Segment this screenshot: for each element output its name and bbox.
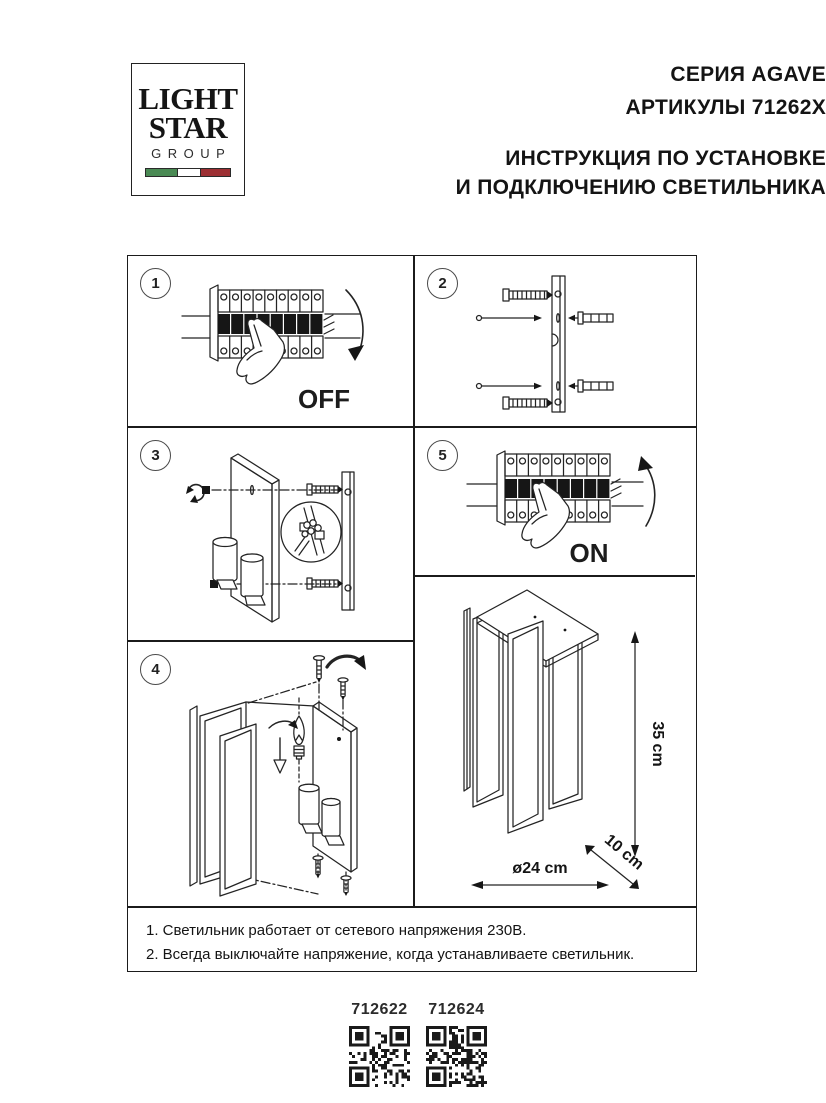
depth-dimension [585, 831, 647, 889]
note-line-1: 1. Светильник работает от сетевого напряжения 230В. [146, 922, 527, 939]
dimensions-drawing [415, 577, 695, 906]
off-label: OFF [298, 384, 350, 414]
detail-magnifier [281, 502, 341, 562]
articles-title: АРТИКУЛЫ 71262X [625, 96, 826, 119]
panel-step-4 [128, 642, 413, 906]
series-title: СЕРИЯ AGAVE [670, 63, 826, 86]
lamp-sockets [213, 538, 265, 606]
on-label: ON [569, 538, 609, 568]
flag-green-segment [146, 169, 178, 176]
flag-white-segment [178, 169, 200, 176]
flag-red-segment [200, 169, 230, 176]
step-2-number-badge: 2 [427, 268, 458, 299]
bottom-screws [313, 856, 351, 892]
notes-panel [128, 908, 696, 971]
logo-light-text: LIGHT [138, 81, 238, 116]
diameter-label: ø24 cm [512, 860, 568, 877]
lightstar-logo [131, 63, 245, 196]
panel-step-3 [128, 428, 413, 640]
instruction-title-line2: И ПОДКЛЮЧЕНИЮ СВЕТИЛЬНИКА [455, 176, 826, 199]
panel-step-1 [128, 256, 413, 426]
height-dimension [631, 631, 666, 857]
product-code-712622: 712622 [351, 1001, 408, 1018]
rotate-arrow [327, 655, 366, 670]
step-3-number-badge: 3 [140, 440, 171, 471]
off-arrow [346, 290, 364, 361]
qr-code-712622 [349, 1026, 410, 1087]
note-line-2: 2. Всегда выключайте напряжение, когда устанавливаете светильник. [146, 946, 635, 963]
step-5-number-badge: 5 [427, 440, 458, 471]
lamp-frame-drawing [464, 590, 598, 833]
instruction-title-line1: ИНСТРУКЦИЯ ПО УСТАНОВКЕ [505, 147, 826, 170]
diameter-dimension [471, 860, 609, 889]
candle-bulb [294, 698, 304, 782]
instructions-table [127, 255, 697, 972]
panel-step-2 [415, 256, 695, 426]
logo-star-text: STAR [148, 110, 228, 145]
panel-dimensions [415, 577, 695, 906]
depth-label: 10 cm [601, 831, 647, 874]
panel-step-5 [415, 428, 695, 575]
lamp-sockets [299, 784, 344, 845]
step-4-number-badge: 4 [140, 654, 171, 685]
italy-flag-stripe [145, 168, 231, 177]
on-arrow [638, 456, 655, 526]
assembly-drawing [128, 642, 413, 906]
product-code-712624: 712624 [428, 1001, 485, 1018]
rotate-screw-icon [186, 485, 204, 503]
step-1-number-badge: 1 [140, 268, 171, 299]
wall-mount-drawing [128, 428, 413, 640]
qr-code-712624 [426, 1026, 487, 1087]
height-label: 35 cm [649, 721, 666, 767]
backplate [313, 702, 357, 872]
logo-group-text: GROUP [151, 146, 232, 161]
